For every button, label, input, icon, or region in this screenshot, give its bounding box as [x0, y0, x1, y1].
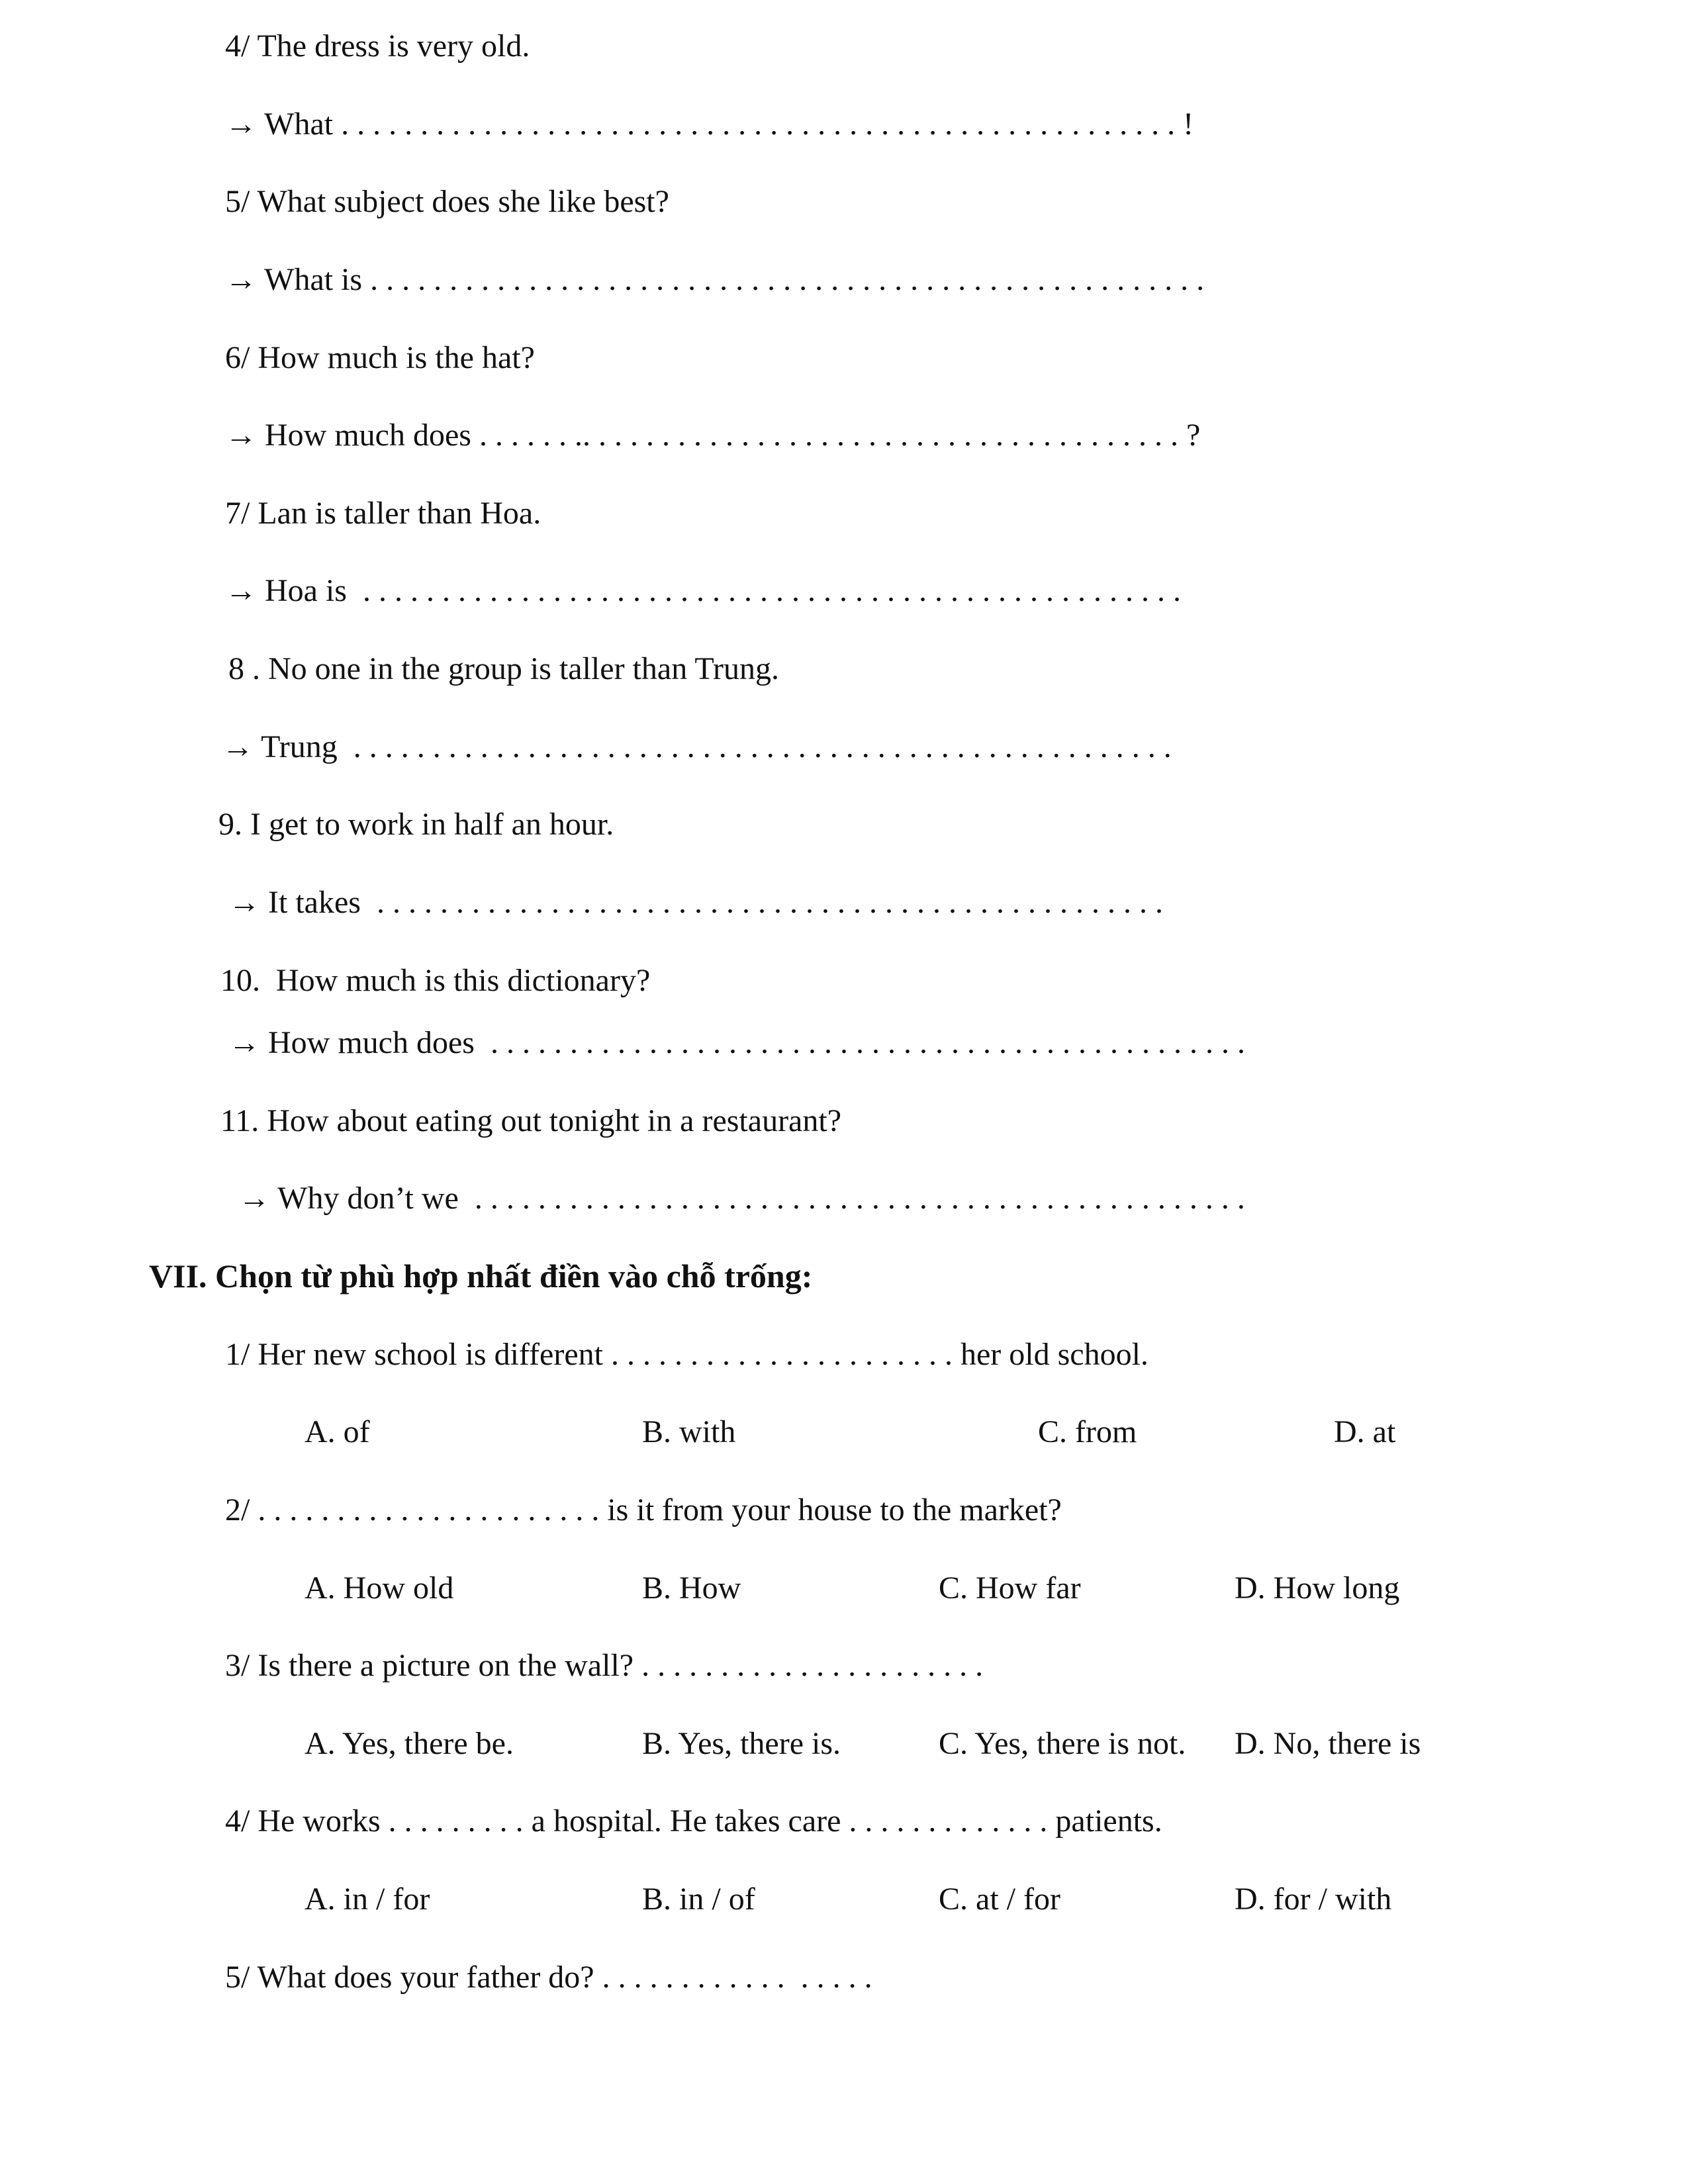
mcq-question-1: 1/ Her new school is different . . . . . . . . . . . . . . . . . . . . . . her old school.	[225, 1337, 1149, 1372]
answer-line-4: → What . . . . . . . . . . . . . . . . . . . . . . . . . . . . . . . . . . . . . . . . . . . . . . . . . . . . . !	[225, 107, 1194, 142]
answer-line-6: → How much does . . . . . . .. . . . . . . . . . . . . . . . . . . . . . . . . . . . . . . . . . . . . . ?	[225, 418, 1201, 453]
option-3b: B. Yes, there is.	[642, 1726, 841, 1761]
option-1c: C. from	[1038, 1414, 1137, 1449]
option-3c: C. Yes, there is not.	[939, 1726, 1186, 1761]
question-4: 4/ The dress is very old.	[225, 28, 530, 64]
answer-line-11: → Why don’t we . . . . . . . . . . . . . . . . . . . . . . . . . . . . . . . . . . . . . . . . . . . . . . . . .	[238, 1181, 1245, 1216]
mcq-question-3: 3/ Is there a picture on the wall? . . . . . . . . . . . . . . . . . . . . . .	[225, 1648, 984, 1683]
mcq-question-2: 2/ . . . . . . . . . . . . . . . . . . . . . . is it from your house to the market?	[225, 1492, 1062, 1527]
question-11: 11. How about eating out tonight in a restaurant?	[220, 1103, 841, 1138]
answer-line-10: → How much does . . . . . . . . . . . . . . . . . . . . . . . . . . . . . . . . . . . . . . . . . . . . . . . .	[228, 1025, 1245, 1060]
option-2c: C. How far	[939, 1570, 1081, 1606]
question-6: 6/ How much is the hat?	[225, 340, 535, 375]
option-3a: A. Yes, there be.	[305, 1726, 514, 1761]
answer-line-5: → What is . . . . . . . . . . . . . . . . . . . . . . . . . . . . . . . . . . . . . . . . . . . . . . . . . . . . .	[225, 262, 1205, 297]
option-4b: B. in / of	[642, 1882, 755, 1917]
option-2b: B. How	[642, 1570, 741, 1606]
answer-line-8: → Trung . . . . . . . . . . . . . . . . . . . . . . . . . . . . . . . . . . . . . . . . . . . . . . . . . . . .	[222, 729, 1172, 764]
option-4d: D. for / with	[1235, 1882, 1392, 1917]
option-3d: D. No, there is	[1235, 1726, 1421, 1761]
section-heading: VII. Chọn từ phù hợp nhất điền vào chỗ trống:	[149, 1257, 813, 1295]
option-4a: A. in / for	[305, 1882, 430, 1917]
option-1b: B. with	[642, 1414, 736, 1449]
answer-line-9: → It takes . . . . . . . . . . . . . . . . . . . . . . . . . . . . . . . . . . . . . . . . . . . . . . . . . .	[228, 885, 1163, 920]
question-10: 10. How much is this dictionary?	[220, 963, 651, 998]
question-9: 9. I get to work in half an hour.	[218, 807, 614, 842]
question-7: 7/ Lan is taller than Hoa.	[225, 496, 541, 531]
option-1d: D. at	[1334, 1414, 1396, 1449]
option-2a: A. How old	[305, 1570, 454, 1606]
option-1a: A. of	[305, 1414, 370, 1449]
mcq-question-4: 4/ He works . . . . . . . . . a hospital. He takes care . . . . . . . . . . . . . patients.	[225, 1803, 1162, 1839]
answer-line-7: → Hoa is . . . . . . . . . . . . . . . . . . . . . . . . . . . . . . . . . . . . . . . . . . . . . . . . . . . .	[225, 573, 1181, 608]
question-8: 8 . No one in the group is taller than Trung.	[228, 651, 779, 686]
question-5: 5/ What subject does she like best?	[225, 184, 669, 219]
option-2d: D. How long	[1235, 1570, 1400, 1606]
option-4c: C. at / for	[939, 1882, 1060, 1917]
mcq-question-5: 5/ What does your father do? . . . . . . . . . . . . . . . . .	[225, 1960, 872, 1995]
